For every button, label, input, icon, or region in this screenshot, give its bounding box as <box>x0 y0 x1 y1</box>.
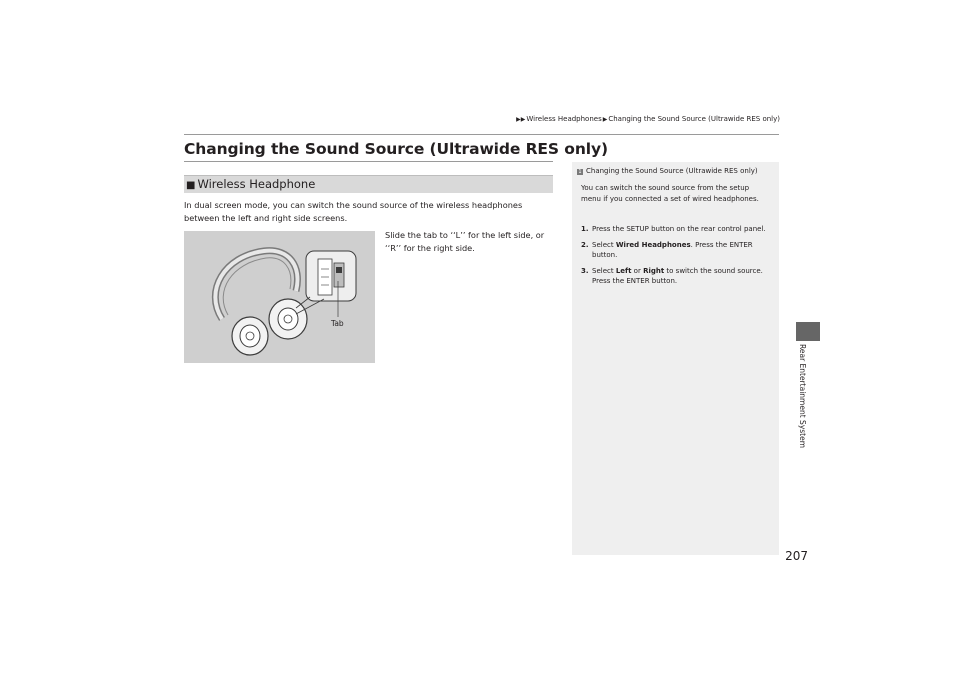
section-heading <box>186 177 315 191</box>
breadcrumb-arrow-icon: ▶▶ <box>516 116 526 123</box>
breadcrumb-item[interactable]: Wireless Headphones <box>526 115 602 123</box>
breadcrumb-arrow-icon: ▶ <box>602 116 608 123</box>
step-text: Select <box>592 240 616 249</box>
step-text: Select <box>592 266 616 275</box>
step-text: to switch the sound source. Press the ENTER button. <box>592 266 763 285</box>
headphone-illustration <box>184 231 375 363</box>
step-text: . Press the ENTER button. <box>592 240 753 259</box>
chapter-tab[interactable] <box>796 322 820 341</box>
list-item <box>581 266 773 287</box>
step-number: 2. <box>581 240 589 249</box>
note-intro: You can switch the sound source from the setup menu if you connected a set of wired headphones. <box>581 184 759 203</box>
section-body-text: In dual screen mode, you can switch the sound source of the wireless headphones between the left and right side screens. <box>184 200 523 223</box>
step-text: or <box>631 266 644 275</box>
section-heading-text: Wireless Headphone <box>197 177 316 191</box>
step-number: 1. <box>581 225 589 233</box>
chapter-side-label <box>796 344 820 464</box>
headphone-icon <box>184 231 375 363</box>
step-bold-term: Wired Headphones <box>615 240 691 249</box>
note-icon: 1 <box>578 169 582 175</box>
step-text: Press the SETUP button on the rear control panel. <box>592 225 766 233</box>
chapter-side-label-text: Rear Entertainment System <box>798 344 807 449</box>
header-rule <box>184 134 779 135</box>
step-bold-term: Right <box>643 266 665 275</box>
title-underline <box>184 161 553 162</box>
list-item <box>581 240 773 261</box>
breadcrumb <box>470 115 780 123</box>
instruction-text: Slide the tab to ‘‘L’’ for the left side, or ‘‘R’’ for the right side. <box>385 230 545 253</box>
page-title: Changing the Sound Source (Ultrawide RES only) <box>184 140 608 158</box>
note-panel <box>572 162 779 555</box>
figure-label-tab: Tab <box>331 319 344 328</box>
note-title <box>577 167 758 175</box>
step-bold-term: Left <box>615 266 632 275</box>
page-number: 207 <box>785 549 808 563</box>
note-title-text: Changing the Sound Source (Ultrawide RES only) <box>586 167 758 175</box>
breadcrumb-item[interactable]: Changing the Sound Source (Ultrawide RES only) <box>608 115 780 123</box>
square-bullet-icon: ■ <box>186 180 196 191</box>
step-number: 3. <box>581 266 589 275</box>
note-steps <box>581 224 773 292</box>
list-item <box>581 224 773 235</box>
